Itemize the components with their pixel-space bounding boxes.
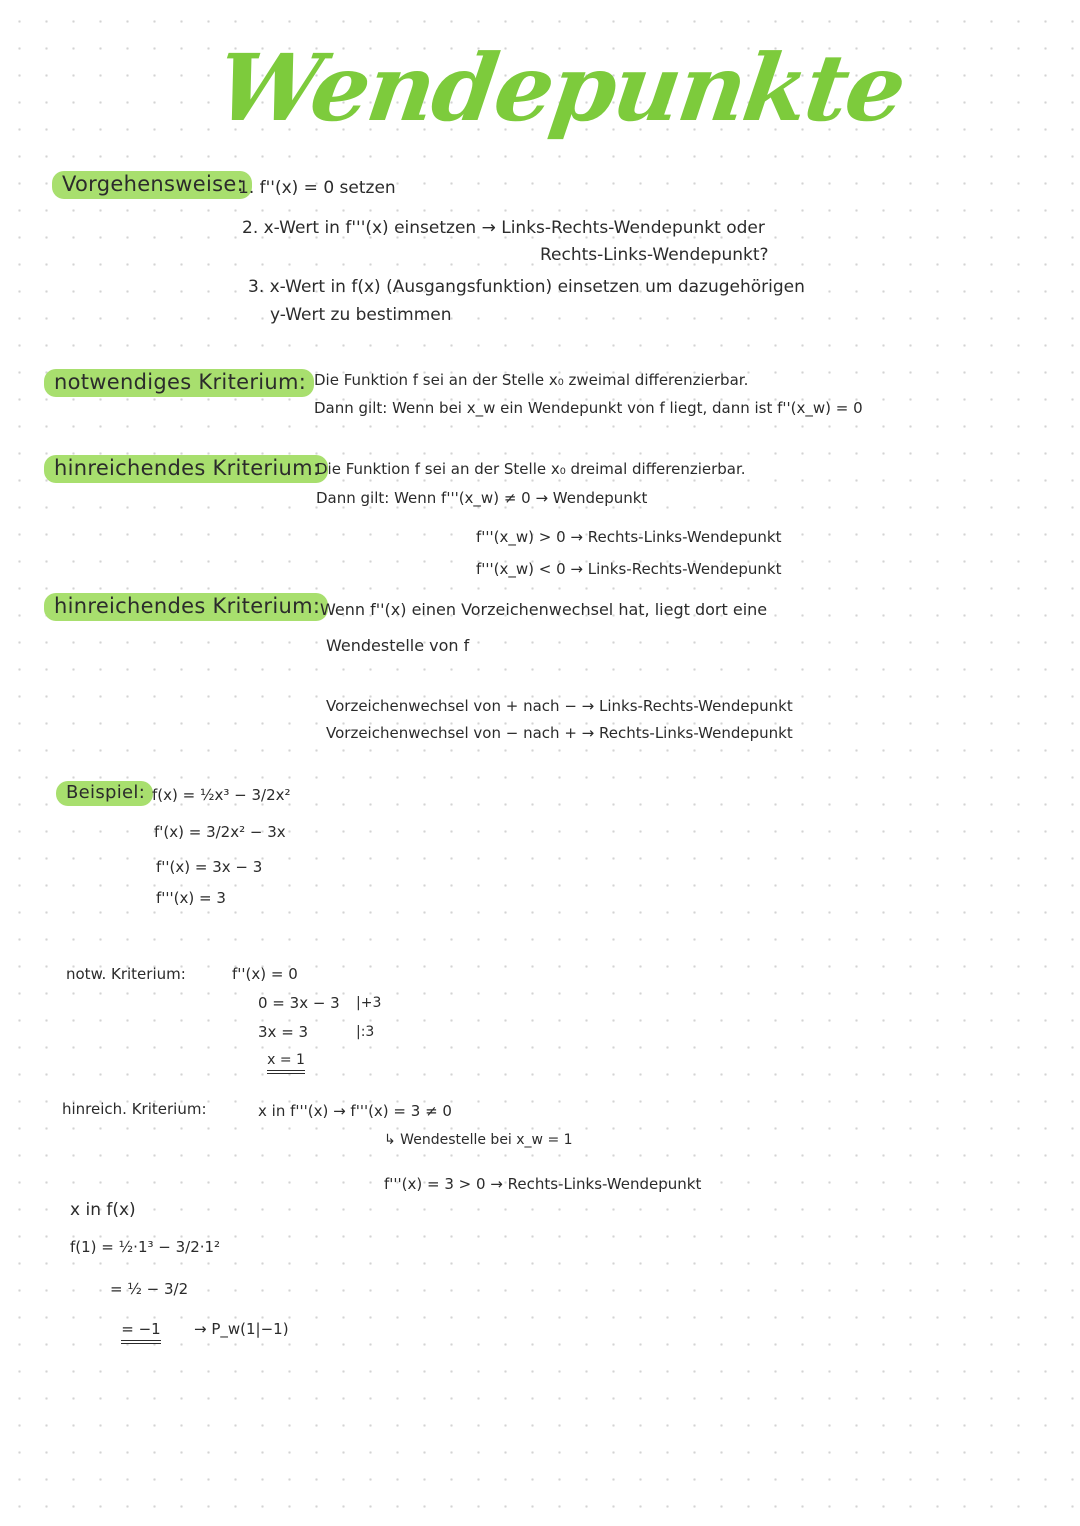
example-necessary-op-1: |+3: [356, 995, 382, 1011]
procedure-step-3: 3. x-Wert in f(x) (Ausgangsfunktion) einsetzen um dazugehörigen: [248, 277, 805, 297]
sufficient-1-line-3: f'''(x_w) > 0 → Rechts-Links-Wendepunkt: [476, 528, 782, 546]
procedure-step-3-cont: y-Wert zu bestimmen: [270, 305, 452, 325]
procedure-step-1: 1. f''(x) = 0 setzen: [238, 178, 396, 198]
example-necessary-eq-3: 3x = 3: [258, 1023, 309, 1041]
necessary-line-1: Die Funktion f sei an der Stelle x₀ zweimal differenzierbar.: [314, 371, 749, 389]
example-sufficient-label: hinreich. Kriterium:: [62, 1100, 207, 1118]
necessary-criterion-label: notwendiges Kriterium:: [44, 370, 314, 394]
example-calc-2: = ½ − 3/2: [110, 1280, 189, 1298]
example-sufficient-line-2: ↳ Wendestelle bei x_w = 1: [384, 1132, 573, 1148]
example-second-derivative: f''(x) = 3x − 3: [156, 858, 263, 876]
example-necessary-eq-2: 0 = 3x − 3: [258, 994, 340, 1012]
example-sufficient-line-1: x in f'''(x) → f'''(x) = 3 ≠ 0: [258, 1102, 452, 1120]
procedure-label: Vorgehensweise:: [52, 172, 252, 196]
example-inflection-point: → P_w(1|−1): [194, 1320, 289, 1338]
example-x-in-f-label: x in f(x): [70, 1200, 136, 1220]
example-label: Beispiel:: [56, 782, 153, 803]
sufficient-2-line-3: Vorzeichenwechsel von + nach − → Links-Rechts-Wendepunkt: [326, 697, 793, 715]
example-necessary-label: notw. Kriterium:: [66, 965, 186, 983]
example-calc-result: = −1: [104, 1320, 178, 1338]
sufficient-2-line-4: Vorzeichenwechsel von − nach + → Rechts-Links-Wendepunkt: [326, 724, 793, 742]
example-calc-1: f(1) = ½·1³ − 3/2·1²: [70, 1238, 221, 1256]
example-third-derivative: f'''(x) = 3: [156, 889, 226, 907]
example-necessary-eq-1: f''(x) = 0: [232, 965, 298, 983]
sufficient-criterion-2-label: hinreichendes Kriterium:: [44, 594, 328, 618]
example-first-derivative: f'(x) = 3/2x² − 3x: [154, 823, 286, 841]
procedure-step-2-cont: Rechts-Links-Wendepunkt?: [540, 245, 769, 265]
sufficient-1-line-4: f'''(x_w) < 0 → Links-Rechts-Wendepunkt: [476, 560, 782, 578]
example-necessary-op-2: |:3: [356, 1024, 375, 1040]
example-necessary-result: x = 1: [256, 1052, 316, 1068]
procedure-step-2: 2. x-Wert in f'''(x) einsetzen → Links-Rechts-Wendepunkt oder: [242, 218, 765, 238]
sufficient-criterion-1-label: hinreichendes Kriterium:: [44, 456, 328, 480]
sufficient-2-line-1: Wenn f''(x) einen Vorzeichenwechsel hat, liegt dort eine: [320, 600, 768, 619]
sufficient-1-line-2: Dann gilt: Wenn f'''(x_w) ≠ 0 → Wendepunkt: [316, 489, 648, 507]
sufficient-1-line-1: Die Funktion f sei an der Stelle x₀ dreimal differenzierbar.: [316, 460, 746, 478]
example-function: f(x) = ½x³ − 3/2x²: [152, 786, 291, 804]
page-title: Wendepunkte: [209, 34, 911, 142]
example-sufficient-line-3: f'''(x) = 3 > 0 → Rechts-Links-Wendepunkt: [384, 1175, 702, 1193]
sufficient-2-line-2: Wendestelle von f: [326, 636, 470, 655]
necessary-line-2: Dann gilt: Wenn bei x_w ein Wendepunkt von f liegt, dann ist f''(x_w) = 0: [314, 399, 863, 417]
